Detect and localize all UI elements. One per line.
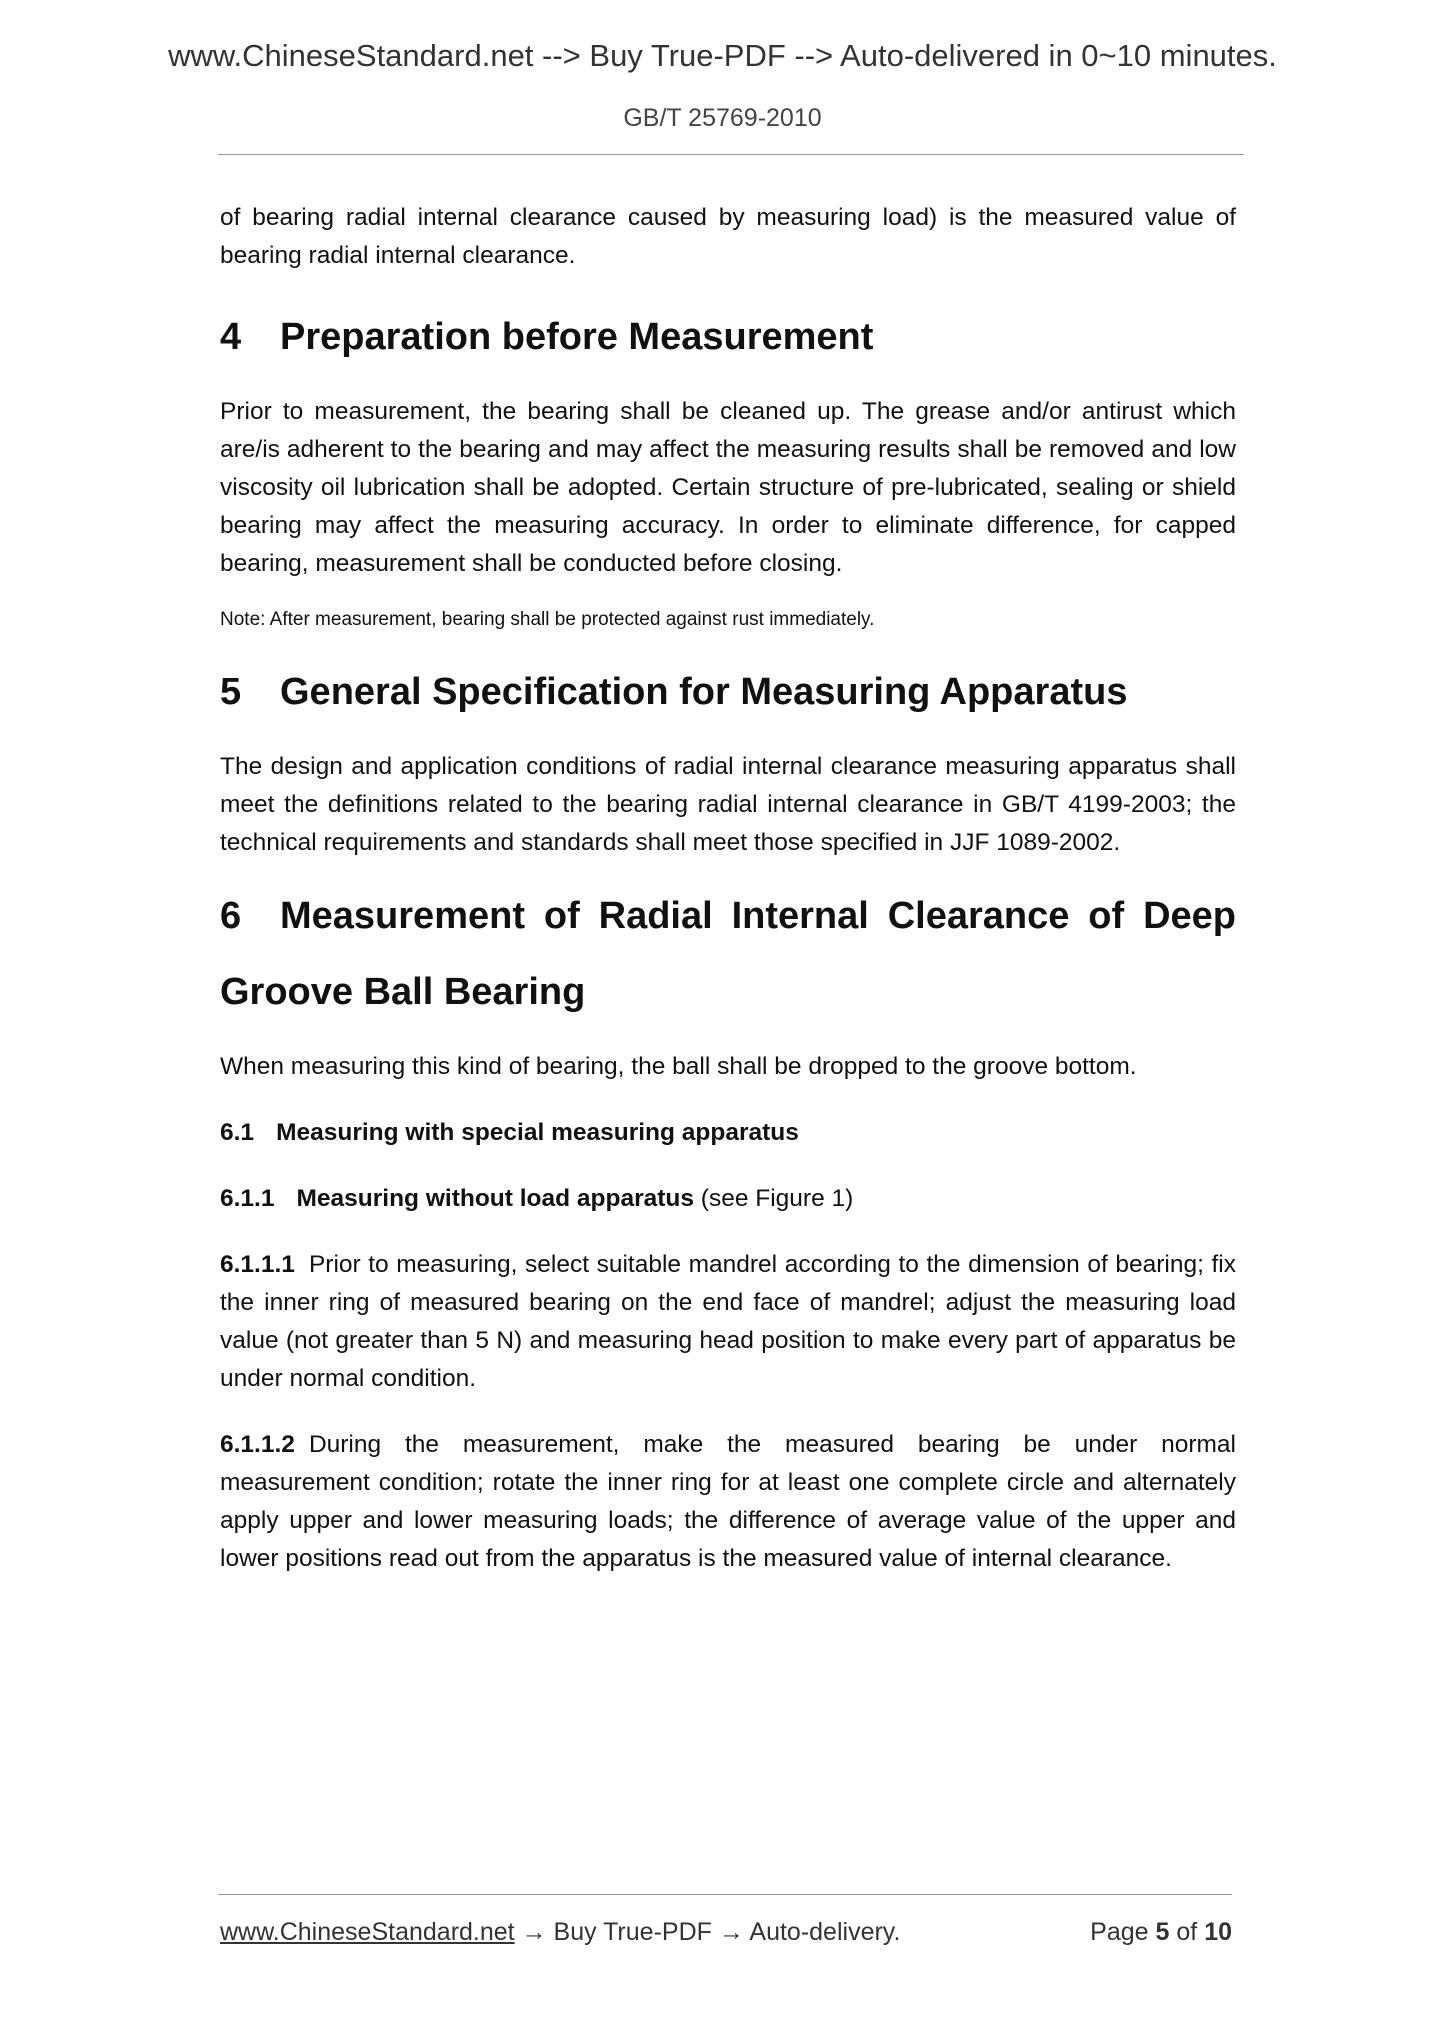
footer-site-link[interactable]: www.ChineseStandard.net — [220, 1918, 515, 1946]
clause-text: During the measurement, make the measured bearing be under normal measurement condition; rotate the inner ring for at least one complete circle and alternately apply upper and lower measuring loads; the difference of average value of the upper and lower positions read out from the apparatus is the measured value of internal clearance. — [220, 1431, 1236, 1572]
section-6-paragraph: When measuring this kind of bearing, the ball shall be dropped to the groove bottom. — [220, 1053, 1137, 1080]
page-number: 5 — [1155, 1918, 1170, 1946]
subsection-title: Measuring with special measuring apparatus — [276, 1119, 799, 1146]
section-4-paragraph: Prior to measurement, the bearing shall be cleaned up. The grease and/or antirust which are/is adherent to the bearing and may affect the measuring results shall be removed and low viscosity oil lubrication shall be adopted. Certain structure of pre-lubricated, sealing or shield bearing may affect the measuring accuracy. In order to eliminate difference, for capped bearing, measurement shall be conducted before closing. — [220, 398, 1236, 577]
document-id: GB/T 25769-2010 — [623, 104, 822, 132]
section-title: Preparation before Measurement — [280, 316, 874, 358]
section-6-heading — [220, 878, 1236, 1030]
clause-number: 6.1.1.2 — [220, 1431, 295, 1458]
section-4-note: Note: After measurement, bearing shall be protected against rust immediately. — [220, 609, 875, 630]
section-title: Measurement of Radial Internal Clearance of Deep Groove Ball Bearing — [220, 895, 1236, 1013]
section-number: 4 — [220, 316, 242, 358]
footer-left — [220, 1914, 900, 1950]
section-number: 6 — [220, 895, 242, 937]
clause-text: Prior to measuring, select suitable mandrel according to the dimension of bearing; fix the inner ring of measured bearing on the end face of mandrel; adjust the measuring load value (not greater than 5 N) and measuring head position to make every part of apparatus be under normal condition. — [220, 1251, 1236, 1392]
clause-6-1-1-2 — [220, 1426, 1236, 1578]
figure-reference: (see Figure 1) — [693, 1185, 854, 1212]
section-4-heading — [220, 313, 1236, 361]
subsection-number: 6.1.1 — [220, 1185, 275, 1212]
section-title: General Specification for Measuring Apparatus — [280, 671, 1128, 713]
intro-paragraph: of bearing radial internal clearance caused by measuring load) is the measured value of bearing radial internal clearance. — [220, 204, 1236, 269]
clause-6-1-1-1 — [220, 1246, 1236, 1398]
subsection-6-1-1-heading — [220, 1180, 1236, 1218]
page-indicator — [1090, 1914, 1232, 1950]
page-footer — [220, 1914, 1232, 1950]
of-label: of — [1176, 1918, 1198, 1946]
footer-promo-text: → Buy True-PDF → Auto-delivery. — [514, 1918, 901, 1946]
section-5-heading — [220, 668, 1236, 716]
header-divider — [218, 154, 1244, 155]
subsection-title: Measuring without load apparatus — [296, 1185, 694, 1212]
page-label: Page — [1090, 1918, 1149, 1946]
section-5-paragraph: The design and application conditions of radial internal clearance measuring apparatus shall meet the definitions related to the bearing radial internal clearance in GB/T 4199-2003; the technical requirements and standards shall meet those specified in JJF 1089-2002. — [220, 753, 1236, 856]
header-banner: www.ChineseStandard.net --> Buy True-PDF --> Auto-delivered in 0~10 minutes. — [168, 38, 1277, 73]
subsection-number: 6.1 — [220, 1119, 255, 1146]
page-total: 10 — [1204, 1918, 1232, 1946]
subsection-6-1-heading — [220, 1114, 1236, 1152]
clause-number: 6.1.1.1 — [220, 1251, 295, 1278]
section-number: 5 — [220, 671, 242, 713]
page-body — [220, 199, 1236, 1578]
footer-divider — [218, 1894, 1232, 1895]
